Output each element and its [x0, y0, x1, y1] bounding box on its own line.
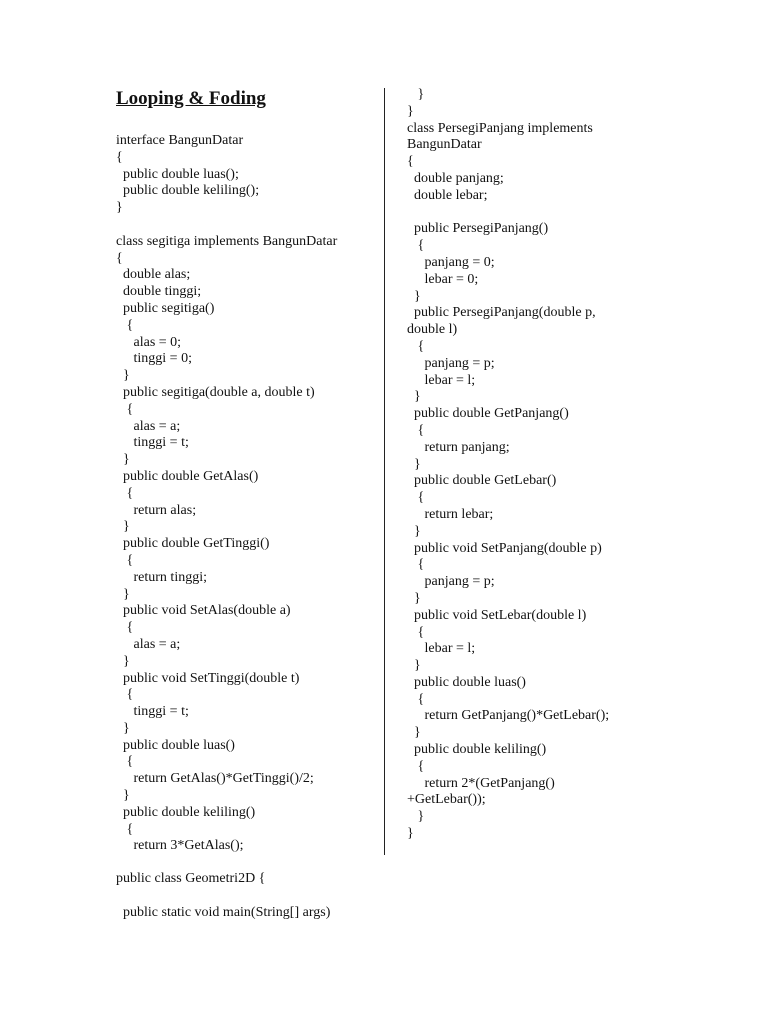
code-line: [116, 217, 378, 234]
code-line: public double GetLebar(): [407, 473, 557, 489]
code-line: return 3*GetAlas();: [116, 838, 244, 854]
code-line: {: [407, 758, 425, 774]
code-line: return GetAlas()*GetTinggi()/2;: [116, 771, 314, 787]
code-line: tinggi = 0;: [116, 351, 192, 367]
code-line: lebar = l;: [407, 641, 476, 657]
code-line: public double keliling();: [116, 183, 260, 199]
code-line: {: [116, 552, 134, 568]
code-line: }: [407, 87, 425, 102]
code-line: panjang = p;: [407, 574, 495, 590]
column-divider: [384, 88, 385, 855]
code-line: }: [407, 389, 421, 405]
code-line: }: [116, 653, 130, 669]
code-line: tinggi = t;: [116, 435, 189, 451]
code-line: public class Geometri2D {: [116, 871, 266, 886]
page-title: Looping & Foding: [116, 88, 266, 109]
code-line: {: [407, 557, 425, 573]
code-line: }: [407, 456, 421, 472]
code-line: {: [407, 422, 425, 438]
code-line: {: [116, 317, 134, 333]
code-line: }: [407, 523, 421, 539]
code-line: tinggi = t;: [116, 704, 189, 720]
code-line: double alas;: [116, 267, 191, 283]
code-line: BangunDatar: [407, 137, 482, 153]
code-line: lebar = l;: [407, 372, 476, 388]
code-line: return lebar;: [407, 506, 494, 522]
code-line: return 2*(GetPanjang(): [407, 775, 555, 791]
code-line: +GetLebar());: [407, 792, 486, 808]
code-line: return panjang;: [407, 439, 510, 455]
code-line: }: [116, 200, 123, 216]
code-line: return GetPanjang()*GetLebar();: [407, 708, 610, 724]
code-line: [407, 205, 707, 222]
code-line: public double luas(): [407, 674, 526, 690]
code-line: {: [116, 250, 123, 266]
code-line: lebar = 0;: [407, 271, 479, 287]
code-line: {: [116, 821, 134, 837]
code-line: public void SetLebar(double l): [407, 607, 587, 623]
code-line: }: [407, 590, 421, 606]
code-line: {: [407, 238, 425, 254]
code-line: alas = a;: [116, 636, 181, 652]
code-line: public segitiga(): [116, 300, 215, 316]
code-column-left: [116, 133, 378, 855]
code-line: panjang = p;: [407, 355, 495, 371]
code-line: public double luas(): [116, 737, 235, 753]
code-line: class PersegiPanjang implements: [407, 120, 593, 136]
code-line: public double GetAlas(): [116, 468, 259, 484]
code-line: public double keliling(): [116, 804, 256, 820]
code-line: interface BangunDatar: [116, 133, 244, 148]
code-line: double lebar;: [407, 187, 488, 203]
code-bottom-lines: [116, 871, 416, 921]
code-line: double panjang;: [407, 170, 504, 186]
code-line: }: [407, 826, 414, 842]
code-line: }: [116, 788, 130, 804]
code-line: alas = a;: [116, 418, 181, 434]
code-line: class segitiga implements BangunDatar: [116, 233, 338, 249]
code-line: public PersegiPanjang(double p,: [407, 305, 596, 321]
code-line: double l): [407, 322, 458, 338]
code-line: }: [116, 720, 130, 736]
code-line: public segitiga(double a, double t): [116, 384, 315, 400]
code-line: public double GetPanjang(): [407, 406, 569, 422]
code-line: }: [407, 288, 421, 304]
code-line: return tinggi;: [116, 569, 207, 585]
code-line: public double keliling(): [407, 742, 547, 758]
code-line: panjang = 0;: [407, 254, 495, 270]
code-column-right: [407, 87, 707, 843]
code-line: }: [407, 725, 421, 741]
code-line: public double luas();: [116, 166, 239, 182]
code-line: public static void main(String[] args): [116, 904, 331, 920]
code-line: {: [407, 691, 425, 707]
code-line: }: [407, 103, 414, 119]
code-line: }: [116, 452, 130, 468]
code-line: [116, 888, 416, 905]
code-line: {: [116, 620, 134, 636]
code-line: {: [116, 754, 134, 770]
code-line: {: [116, 149, 123, 165]
code-line: public PersegiPanjang(): [407, 221, 549, 237]
code-line: public void SetPanjang(double p): [407, 540, 602, 556]
code-line: {: [116, 687, 134, 703]
code-line: public double GetTinggi(): [116, 536, 270, 552]
code-line: double tinggi;: [116, 284, 202, 300]
code-line: }: [116, 586, 130, 602]
code-line: return alas;: [116, 502, 197, 518]
code-line: alas = 0;: [116, 334, 182, 350]
code-line: {: [407, 154, 414, 170]
code-line: {: [116, 401, 134, 417]
code-line: {: [407, 490, 425, 506]
code-line: {: [407, 624, 425, 640]
code-line: }: [116, 368, 130, 384]
code-line: }: [407, 658, 421, 674]
code-line: public void SetTinggi(double t): [116, 670, 300, 686]
code-line: public void SetAlas(double a): [116, 603, 291, 619]
code-line: }: [116, 519, 130, 535]
code-line: }: [407, 809, 425, 825]
code-line: {: [407, 338, 425, 354]
code-line: {: [116, 485, 134, 501]
